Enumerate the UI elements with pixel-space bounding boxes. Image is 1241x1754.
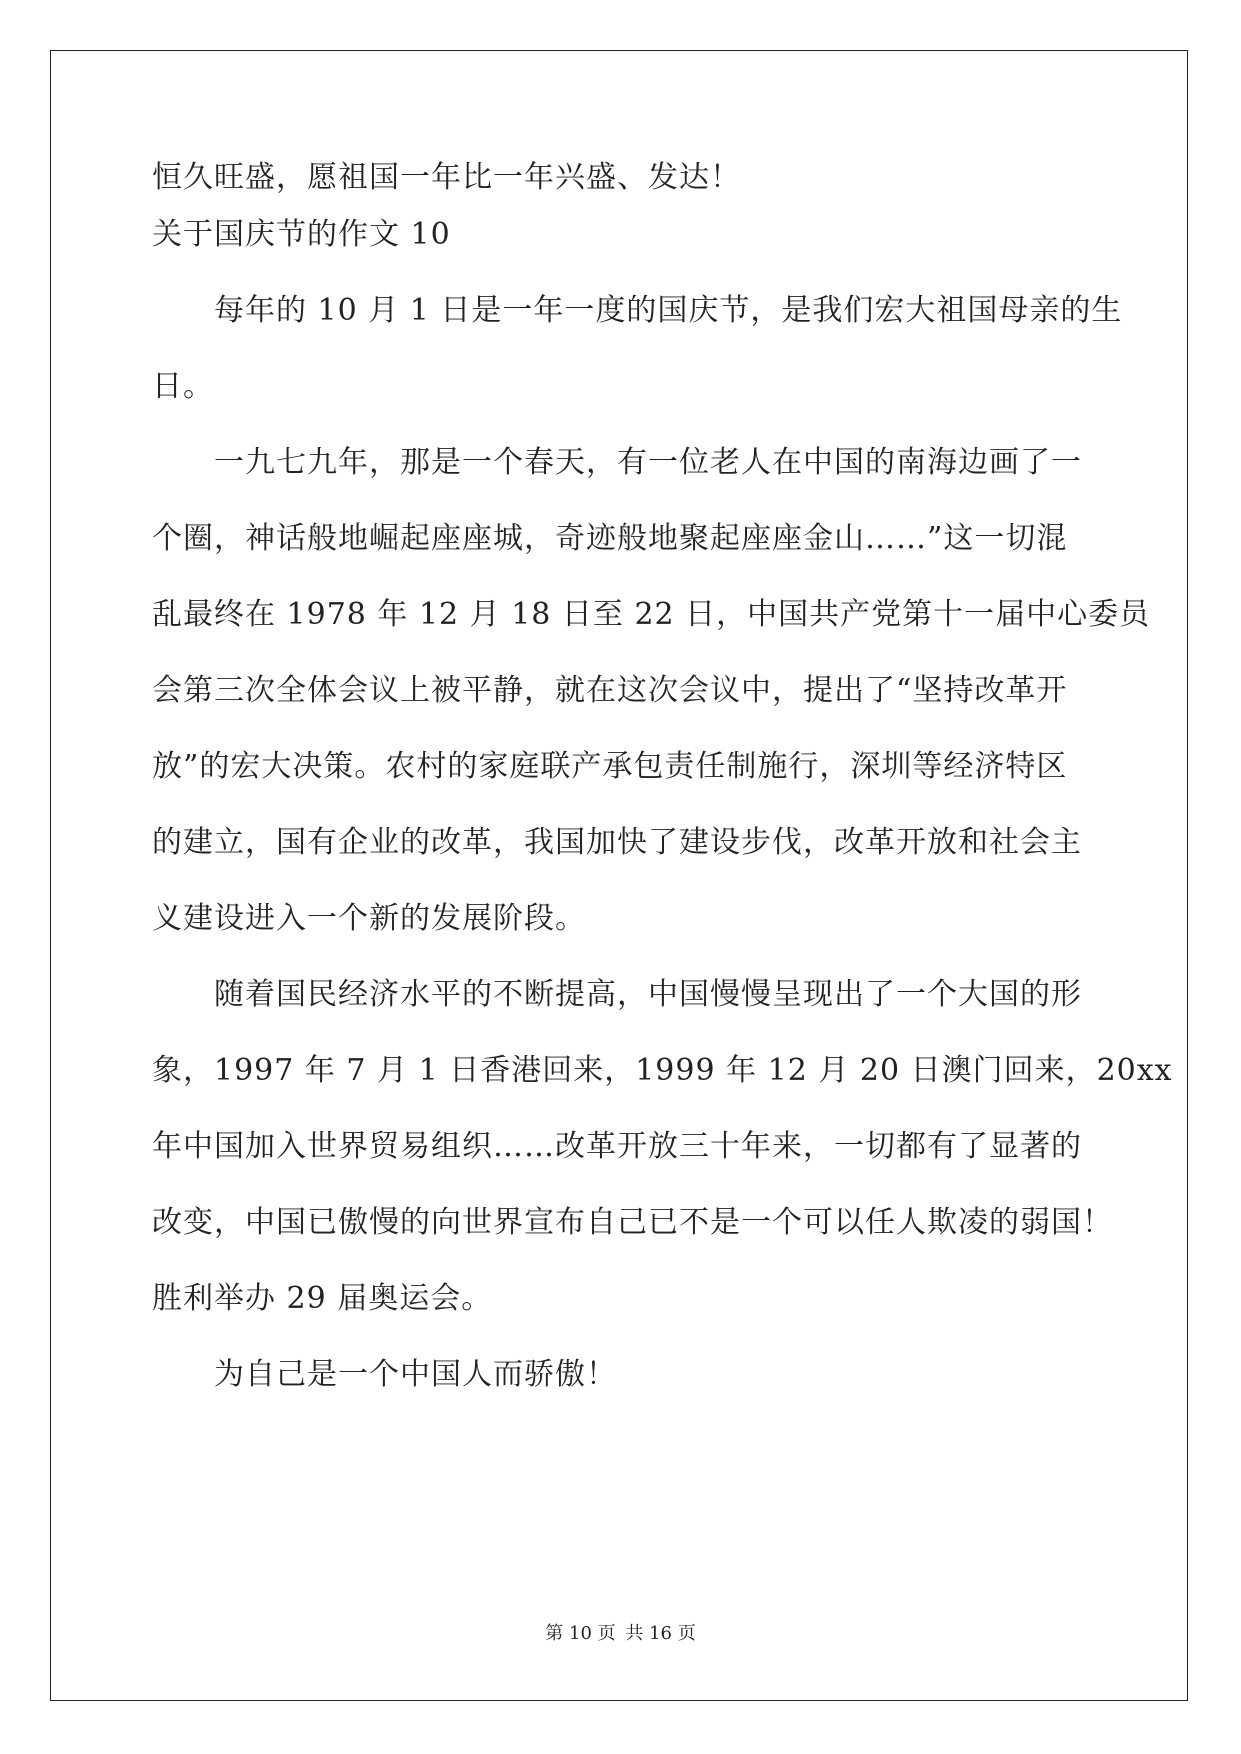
text-line: 象，1997 年 7 月 1 日香港回来，1999 年 12 月 20 日澳门回来，20xx	[152, 1053, 1173, 1088]
text-line: 为自己是一个中国人而骄傲！	[152, 1357, 617, 1392]
document-body	[152, 159, 1173, 1413]
text-line: 胜利举办 29 届奥运会。	[152, 1281, 493, 1316]
text-line: 个圈，神话般地崛起座座城，奇迹般地聚起座座金山……”这一切混	[152, 521, 1068, 556]
text-line: 乱最终在 1978 年 12 月 18 日至 22 日，中国共产党第十一届中心委员	[152, 597, 1151, 632]
text-line: 日。	[152, 369, 214, 404]
text-line: 一九七九年，那是一个春天，有一位老人在中国的南海边画了一	[152, 445, 1082, 480]
text-line: 义建设进入一个新的发展阶段。	[152, 901, 586, 936]
page-footer	[0, 1619, 1241, 1645]
text-line: 会第三次全体会议上被平静，就在这次会议中，提出了“坚持改革开	[152, 673, 1068, 708]
text-line: 改变，中国已傲慢的向世界宣布自己已不是一个可以任人欺凌的弱国！	[152, 1205, 1113, 1240]
section-title: 关于国庆节的作文 10	[152, 217, 451, 252]
text-line: 放”的宏大决策。农村的家庭联产承包责任制施行，深圳等经济特区	[152, 749, 1068, 784]
page-total: 共 16 页	[625, 1623, 696, 1644]
text-line: 年中国加入世界贸易组织……改革开放三十年来，一切都有了显著的	[152, 1129, 1082, 1164]
text-line: 随着国民经济水平的不断提高，中国慢慢呈现出了一个大国的形	[152, 977, 1082, 1012]
text-line: 的建立，国有企业的改革，我国加快了建设步伐，改革开放和社会主	[152, 825, 1082, 860]
page-number: 第 10 页	[545, 1623, 616, 1644]
text-line: 恒久旺盛，愿祖国一年比一年兴盛、发达！	[152, 160, 741, 195]
text-line: 每年的 10 月 1 日是一年一度的国庆节，是我们宏大祖国母亲的生	[152, 293, 1123, 328]
